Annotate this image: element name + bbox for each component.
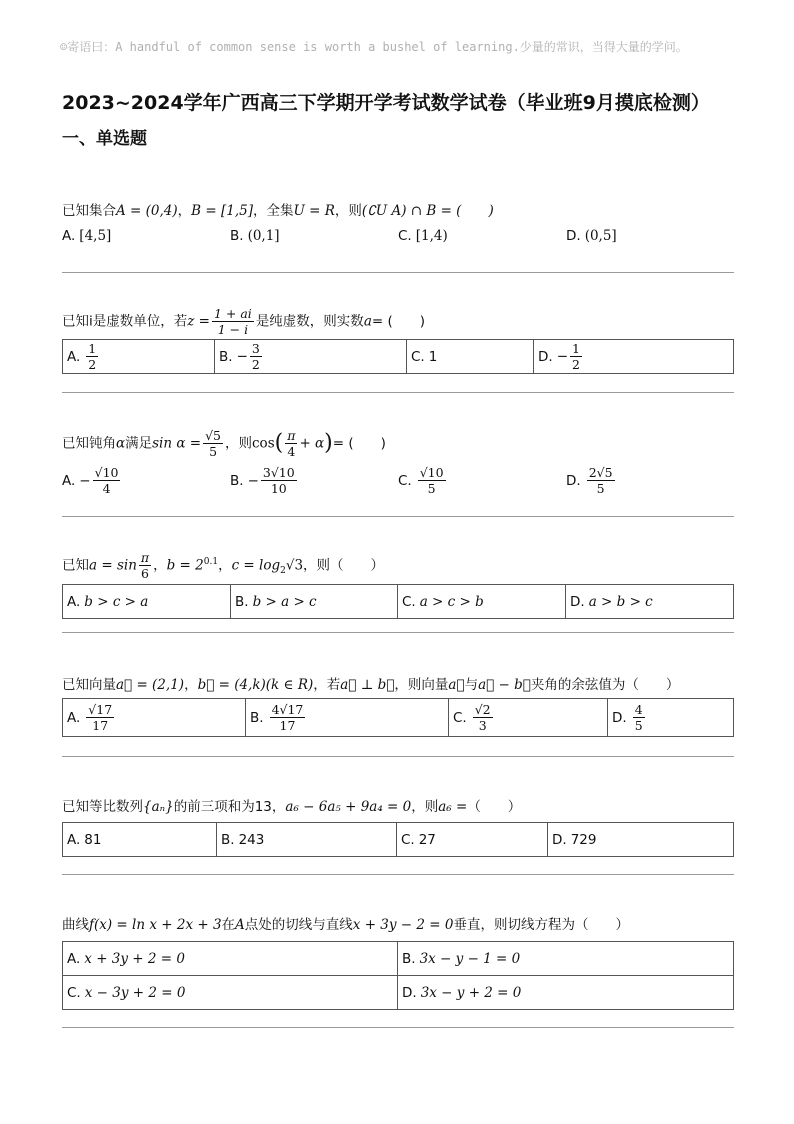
options-row bbox=[62, 228, 734, 244]
divider bbox=[62, 516, 734, 517]
option-b[interactable]: B. $\frac{4√17}{17}$ bbox=[246, 699, 449, 737]
question-stem: 已知等比数列{aₙ}的前三项和为13，a₆ − 6a₅ + 9a₄ = 0，则a₆ =（ ） bbox=[62, 799, 522, 815]
options-table bbox=[62, 584, 734, 619]
question-stem: 已知i是虚数单位，若z = $\frac{1 + ai}{1 - i}$ 是纯虚数，则实数a= ( ) bbox=[62, 306, 426, 337]
option-d[interactable]: D. (0,5] bbox=[566, 228, 617, 244]
question-1 bbox=[62, 200, 734, 244]
option-a[interactable]: A. [4,5] bbox=[62, 228, 112, 244]
question-2 bbox=[62, 306, 734, 374]
question-7 bbox=[62, 914, 734, 1010]
exam-title: 2023~2024学年广西高三下学期开学考试数学试卷（毕业班9月摸底检测） bbox=[62, 92, 710, 114]
question-6 bbox=[62, 796, 734, 857]
option-d[interactable]: D. 3x − y + 2 = 0 bbox=[398, 976, 734, 1010]
option-a[interactable]: A. − $\frac{√10}{4}$ bbox=[62, 465, 119, 496]
divider bbox=[62, 632, 734, 633]
option-b[interactable]: B. 3x − y − 1 = 0 bbox=[398, 942, 734, 976]
option-c[interactable]: C. x − 3y + 2 = 0 bbox=[63, 976, 398, 1010]
option-b[interactable]: B. b > a > c bbox=[231, 585, 398, 619]
options-row bbox=[62, 465, 734, 496]
option-b[interactable]: B. 243 bbox=[217, 823, 397, 857]
option-c[interactable]: C. a > c > b bbox=[398, 585, 566, 619]
question-stem: 已知a = sin $\frac{\pi}{6}$ ，$b = 2^{0.1}$，$c = \log_2√3$，则（ ） bbox=[62, 550, 385, 581]
option-a[interactable]: A. 81 bbox=[63, 823, 217, 857]
option-d[interactable]: D. $\frac{2√5}{5}$ bbox=[566, 465, 613, 496]
question-3 bbox=[62, 428, 734, 496]
option-c[interactable]: C. $\frac{√10}{5}$ bbox=[398, 465, 444, 496]
option-a[interactable]: A. x + 3y + 2 = 0 bbox=[63, 942, 398, 976]
option-b[interactable]: B. − $\frac{3√10}{10}$ bbox=[230, 465, 295, 496]
question-5 bbox=[62, 674, 734, 737]
section-heading: 一、单选题 bbox=[62, 129, 147, 149]
options-table bbox=[62, 698, 734, 737]
header-motto: ☺寄语曰：A handful of common sense is worth a bushel of learning.少量的常识，当得大量的学问。 bbox=[60, 40, 688, 54]
option-a[interactable]: A. $\frac{1}{2}$ bbox=[63, 340, 215, 374]
divider bbox=[62, 756, 734, 757]
divider bbox=[62, 272, 734, 273]
options-table bbox=[62, 339, 734, 374]
question-stem: 已知向量a⃗ = (2,1)，b⃗ = (4,k)(k ∈ R)，若a⃗ ⊥ b⃗，则向量a⃗与a⃗ − b⃗夹角的余弦值为（ ） bbox=[62, 677, 680, 693]
divider bbox=[62, 1027, 734, 1028]
option-c[interactable]: C. 27 bbox=[397, 823, 548, 857]
option-d[interactable]: D. − $\frac{1}{2}$ bbox=[534, 340, 734, 374]
divider bbox=[62, 392, 734, 393]
option-d[interactable]: D. 729 bbox=[548, 823, 734, 857]
question-stem: 曲线f(x) = ln x + 2x + 3在A点处的切线与直线x + 3y − 2 = 0垂直，则切线方程为（ ） bbox=[62, 917, 629, 933]
option-b[interactable]: B. − $\frac{3}{2}$ bbox=[215, 340, 407, 374]
options-table bbox=[62, 941, 734, 1010]
option-a[interactable]: A. $\frac{√17}{17}$ bbox=[63, 699, 246, 737]
option-c[interactable]: C. 1 bbox=[407, 340, 534, 374]
option-c[interactable]: C. [1,4) bbox=[398, 228, 448, 244]
option-a[interactable]: A. b > c > a bbox=[63, 585, 231, 619]
divider bbox=[62, 874, 734, 875]
question-stem: 已知集合A = (0,4)，B = [1,5]，全集U = R，则(∁U A) ∩ B = ( ) bbox=[62, 203, 494, 219]
question-4 bbox=[62, 550, 734, 619]
option-d[interactable]: D. a > b > c bbox=[566, 585, 734, 619]
option-b[interactable]: B. (0,1] bbox=[230, 228, 280, 244]
options-table bbox=[62, 822, 734, 857]
option-c[interactable]: C. $\frac{√2}{3}$ bbox=[449, 699, 608, 737]
option-d[interactable]: D. $\frac{4}{5}$ bbox=[608, 699, 734, 737]
question-stem: 已知钝角α满足sin α = $\frac{√5}{5}$ ，则cos( $\frac{\pi}{4}$ + α)= ( ) bbox=[62, 428, 386, 459]
